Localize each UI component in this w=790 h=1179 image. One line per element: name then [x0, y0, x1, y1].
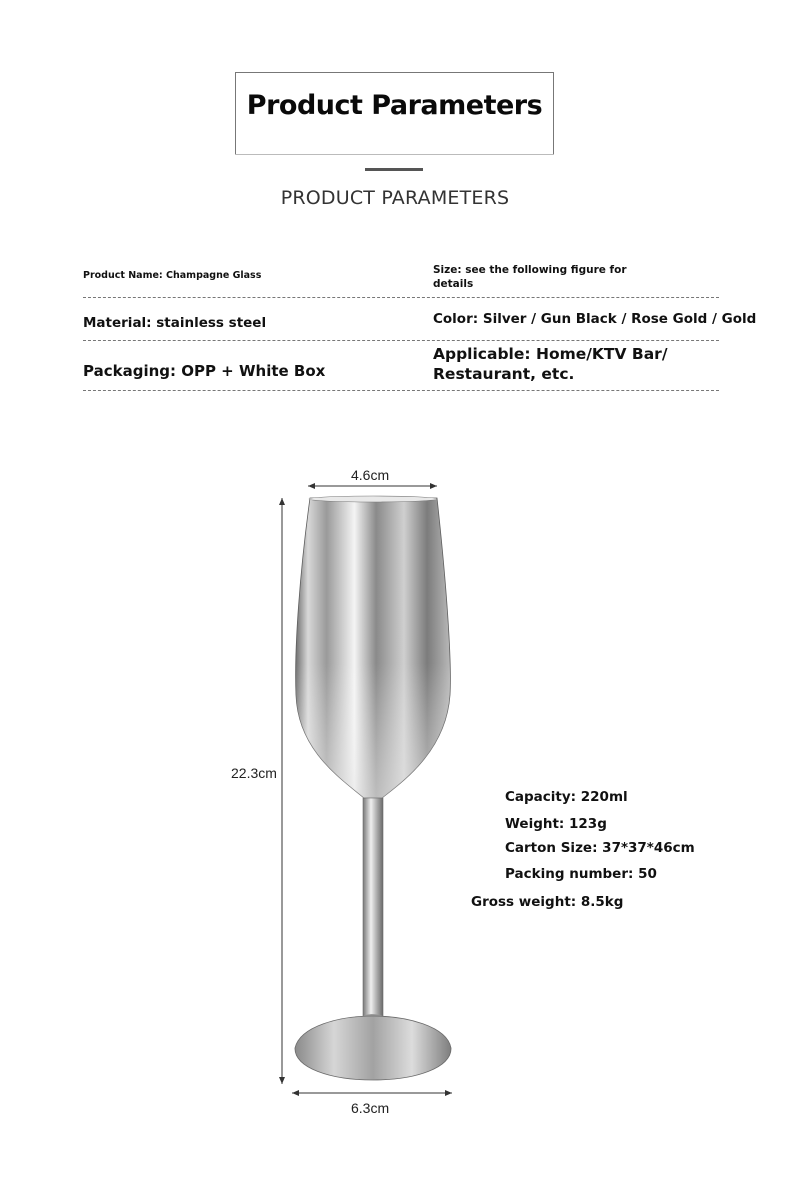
dim-top-width: 4.6cm	[351, 467, 390, 483]
spec-capacity: Capacity: 220ml	[505, 789, 628, 805]
row-divider	[83, 297, 719, 298]
title-frame	[235, 72, 554, 155]
param-applicable	[433, 344, 667, 384]
spec-gross-weight: Gross weight: 8.5kg	[471, 894, 624, 910]
spec-packing-number: Packing number: 50	[505, 866, 657, 882]
param-color: Color: Silver / Gun Black / Rose Gold / Gold	[433, 311, 757, 327]
param-packaging: Packaging: OPP + White Box	[83, 362, 326, 380]
glass-stem	[363, 798, 383, 1020]
spec-carton-size: Carton Size: 37*37*46cm	[505, 840, 695, 856]
title-accent-bar	[365, 168, 423, 171]
dim-height: 22.3cm	[231, 765, 277, 781]
frame-bottom-border	[235, 154, 554, 155]
glass-base	[295, 1016, 451, 1080]
page-subtitle: PRODUCT PARAMETERS	[280, 187, 510, 209]
dim-base-width: 6.3cm	[351, 1100, 390, 1116]
param-applicable-line1: Applicable: Home/KTV Bar/	[433, 345, 668, 363]
param-size-line2: details	[433, 278, 474, 290]
row-divider	[83, 340, 719, 341]
param-product-name: Product Name: Champagne Glass	[83, 270, 262, 281]
param-size	[433, 263, 627, 291]
param-material: Material: stainless steel	[83, 315, 267, 331]
page-title: Product Parameters	[246, 90, 543, 121]
top-width-dimension	[308, 483, 437, 489]
param-size-line1: Size: see the following figure for	[433, 264, 627, 276]
spec-weight: Weight: 123g	[505, 816, 607, 832]
base-width-dimension	[292, 1090, 452, 1096]
row-divider	[83, 390, 719, 391]
param-applicable-line2: Restaurant, etc.	[433, 365, 575, 383]
height-dimension	[279, 498, 285, 1084]
